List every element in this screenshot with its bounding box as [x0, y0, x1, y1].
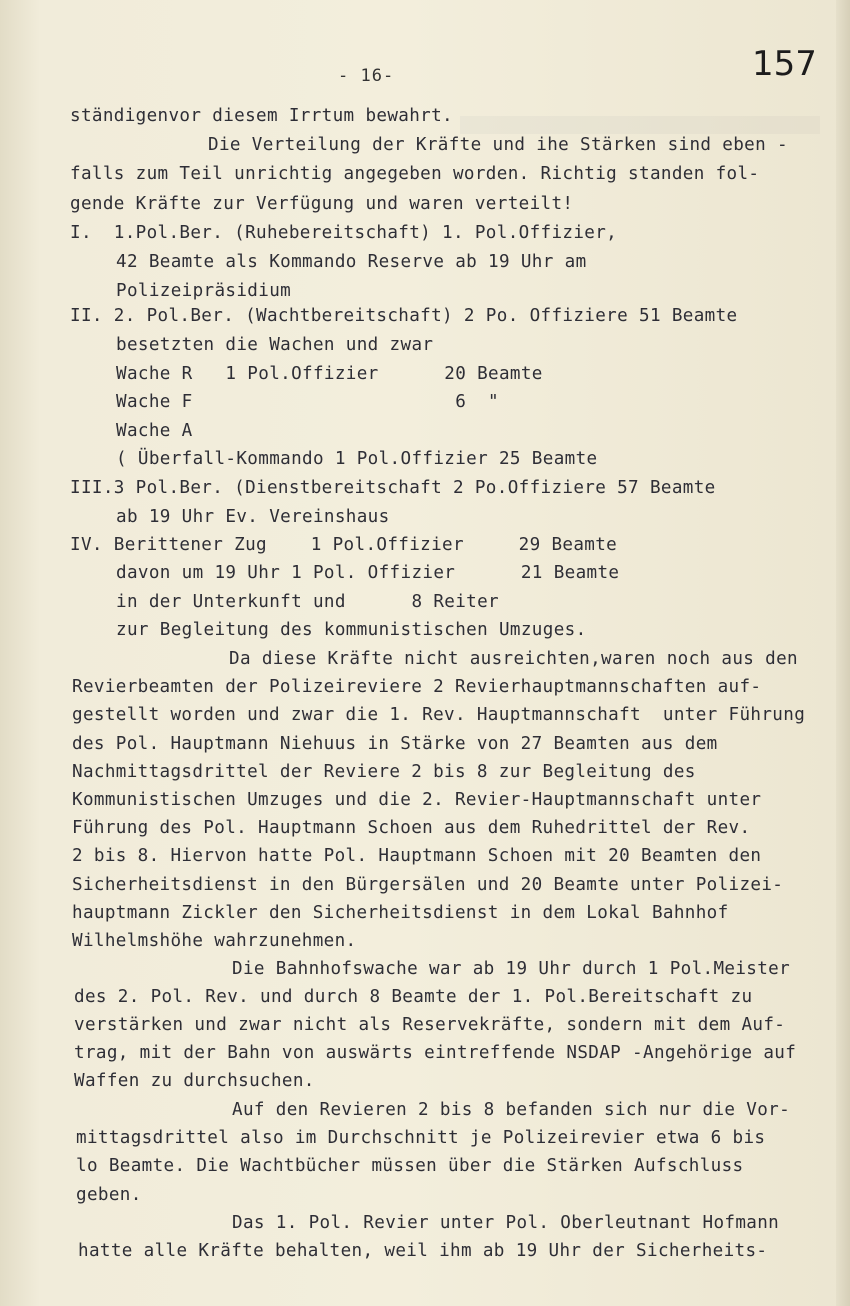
- page-edge: [836, 0, 850, 1306]
- text-line: Die Bahnhofswache war ab 19 Uhr durch 1 Pol.Meister: [232, 959, 791, 979]
- page-number: - 16-: [338, 66, 395, 86]
- text-line: davon um 19 Uhr 1 Pol. Offizier 21 Beamte: [116, 563, 620, 583]
- text-line: gestellt worden und zwar die 1. Rev. Hauptmannschaft unter Führung: [72, 705, 806, 725]
- text-line: mittagsdrittel also im Durchschnitt je Polizeirevier etwa 6 bis: [76, 1128, 766, 1148]
- text-line: III.3 Pol.Ber. (Dienstbereitschaft 2 Po.Offiziere 57 Beamte: [70, 478, 716, 498]
- text-line: 2 bis 8. Hiervon hatte Pol. Hauptmann Schoen mit 20 Beamten den: [72, 846, 762, 866]
- text-line: in der Unterkunft und 8 Reiter: [116, 592, 499, 612]
- text-line: Auf den Revieren 2 bis 8 befanden sich nur die Vor-: [232, 1100, 791, 1120]
- show-through: [460, 116, 820, 134]
- text-line: ständigenvor diesem Irrtum bewahrt.: [70, 106, 453, 126]
- text-line: IV. Berittener Zug 1 Pol.Offizier 29 Beamte: [70, 535, 618, 555]
- text-line: II. 2. Pol.Ber. (Wachtbereitschaft) 2 Po. Offiziere 51 Beamte: [70, 306, 738, 326]
- text-line: des Pol. Hauptmann Niehuus in Stärke von 27 Beamten aus dem: [72, 734, 718, 754]
- text-line: falls zum Teil unrichtig angegeben worden. Richtig standen fol-: [70, 164, 760, 184]
- text-line: besetzten die Wachen und zwar: [116, 335, 434, 355]
- text-line: Wilhelmshöhe wahrzunehmen.: [72, 931, 357, 951]
- text-line: Revierbeamten der Polizeireviere 2 Revierhauptmannschaften auf-: [72, 677, 762, 697]
- text-line: Da diese Kräfte nicht ausreichten,waren noch aus den: [229, 649, 799, 669]
- text-line: Das 1. Pol. Revier unter Pol. Oberleutnant Hofmann: [232, 1213, 780, 1233]
- text-line: Wache A: [116, 421, 193, 441]
- text-line: geben.: [76, 1185, 142, 1205]
- text-line: Wache F 6 ": [116, 392, 499, 412]
- text-line: lo Beamte. Die Wachtbücher müssen über die Stärken Aufschluss: [76, 1156, 744, 1176]
- text-line: I. 1.Pol.Ber. (Ruhebereitschaft) 1. Pol.Offizier,: [70, 223, 618, 243]
- text-line: des 2. Pol. Rev. und durch 8 Beamte der 1. Pol.Bereitschaft zu: [74, 987, 753, 1007]
- text-line: ab 19 Uhr Ev. Vereinshaus: [116, 507, 390, 527]
- text-line: verstärken und zwar nicht als Reservekräfte, sondern mit dem Auf-: [74, 1015, 786, 1035]
- text-line: Polizeipräsidium: [116, 281, 292, 301]
- archive-number: 157: [752, 44, 817, 84]
- text-line: hauptmann Zickler den Sicherheitsdienst in dem Lokal Bahnhof: [72, 903, 729, 923]
- text-line: Die Verteilung der Kräfte und ihe Stärken sind eben -: [208, 135, 788, 155]
- text-line: Sicherheitsdienst in den Bürgersälen und 20 Beamte unter Polizei-: [72, 875, 784, 895]
- text-line: 42 Beamte als Kommando Reserve ab 19 Uhr am: [116, 252, 587, 272]
- text-line: gende Kräfte zur Verfügung und waren verteilt!: [70, 194, 574, 214]
- text-line: Führung des Pol. Hauptmann Schoen aus dem Ruhedrittel der Rev.: [72, 818, 751, 838]
- text-line: trag, mit der Bahn von auswärts eintreffende NSDAP -Angehörige auf: [74, 1043, 797, 1063]
- text-line: Nachmittagsdrittel der Reviere 2 bis 8 zur Begleitung des: [72, 762, 696, 782]
- text-line: Kommunistischen Umzuges und die 2. Revier-Hauptmannschaft unter: [72, 790, 762, 810]
- text-line: Waffen zu durchsuchen.: [74, 1071, 315, 1091]
- text-line: zur Begleitung des kommunistischen Umzuges.: [116, 620, 587, 640]
- text-line: ( Überfall-Kommando 1 Pol.Offizier 25 Beamte: [116, 449, 598, 469]
- text-line: Wache R 1 Pol.Offizier 20 Beamte: [116, 364, 543, 384]
- text-line: hatte alle Kräfte behalten, weil ihm ab 19 Uhr der Sicherheits-: [78, 1241, 768, 1261]
